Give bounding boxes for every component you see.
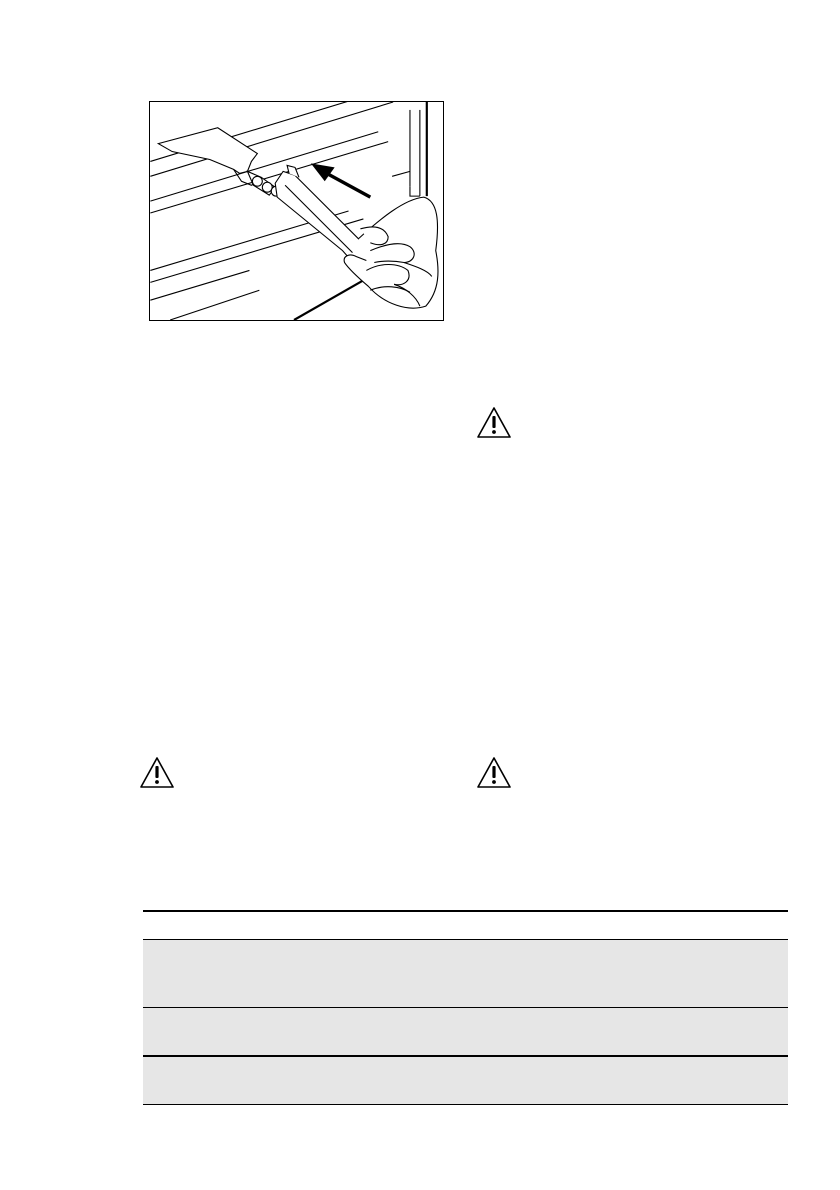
- table-row: [143, 940, 788, 1008]
- hand-removing-shelf-support-icon: [150, 102, 443, 320]
- table-row: [143, 1057, 788, 1105]
- data-table: [143, 910, 788, 1105]
- warning-triangle-icon: [139, 756, 175, 790]
- table-header-row: [143, 910, 788, 940]
- table-row: [143, 1008, 788, 1057]
- warning-triangle-icon: [476, 406, 512, 440]
- shelf-support-removal-illustration: [149, 101, 444, 321]
- warning-triangle-icon: [476, 756, 512, 790]
